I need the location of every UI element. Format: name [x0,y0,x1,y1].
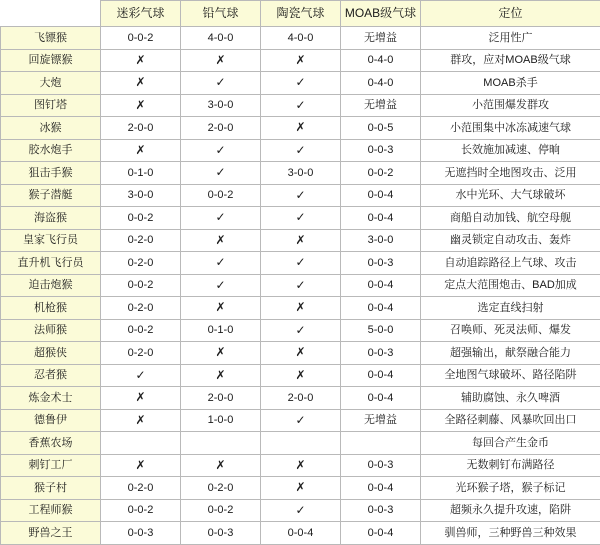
cell-lead [181,49,261,72]
table-row [1,162,600,185]
tower-name-cell: 直升机飞行员 [1,252,101,275]
cross-icon: ✗ [295,233,305,247]
cell-lead: 3-0-0 [181,94,261,117]
cell-ceramic [261,319,341,342]
table-header-row [1,1,600,27]
cell-position: 泛用性广 [421,27,600,50]
cell-ceramic [261,274,341,297]
cell-lead [181,162,261,185]
tower-name-cell: 德鲁伊 [1,409,101,432]
cell-position: 定点大范围炮击、BAD加成 [421,274,600,297]
cross-icon: ✗ [295,300,305,314]
table-row [1,49,600,72]
table-row [1,207,600,230]
cross-icon: ✗ [215,233,225,247]
cell-camo [101,72,181,95]
table-row [1,139,600,162]
cell-moab: 0-0-4 [341,522,421,545]
cell-camo [101,94,181,117]
cell-ceramic [261,139,341,162]
cross-icon: ✗ [135,458,145,472]
cell-lead [181,252,261,275]
column-header-moab: MOAB级气球 [341,1,421,27]
cell-moab: 0-0-5 [341,117,421,140]
cell-lead [181,297,261,320]
cell-camo [101,387,181,410]
cell-position: 群攻，应对MOAB级气球 [421,49,600,72]
cell-camo: 0-2-0 [101,477,181,500]
cell-lead: 0-2-0 [181,477,261,500]
cell-camo: 0-0-2 [101,207,181,230]
cell-camo: 0-2-0 [101,342,181,365]
cell-position: 每回合产生金币 [421,432,600,455]
cell-ceramic [261,229,341,252]
cross-icon: ✗ [215,345,225,359]
cell-ceramic: 4-0-0 [261,27,341,50]
check-icon: ✓ [295,210,305,224]
cell-ceramic: 3-0-0 [261,162,341,185]
tower-name-cell: 飞镖猴 [1,27,101,50]
table-row [1,409,600,432]
tower-name-cell: 胶水炮手 [1,139,101,162]
cell-lead: 0-0-2 [181,499,261,522]
cell-position: 小范围集中冰冻减速气球 [421,117,600,140]
tower-name-cell: 猴子村 [1,477,101,500]
check-icon: ✓ [215,278,225,292]
cell-camo: 0-0-2 [101,319,181,342]
tower-name-cell: 皇家飞行员 [1,229,101,252]
check-icon: ✓ [215,210,225,224]
cell-camo [101,139,181,162]
table-row [1,364,600,387]
cell-moab: 0-0-4 [341,184,421,207]
table-row [1,72,600,95]
cross-icon: ✗ [215,53,225,67]
cell-ceramic [261,117,341,140]
cell-moab: 0-0-3 [341,454,421,477]
check-icon: ✓ [295,188,305,202]
cross-icon: ✗ [215,368,225,382]
cell-moab: 0-4-0 [341,49,421,72]
cross-icon: ✗ [215,300,225,314]
cell-ceramic [261,342,341,365]
table-row [1,297,600,320]
cell-lead [181,364,261,387]
cell-camo [101,409,181,432]
table-row [1,27,600,50]
cell-position: 全地图气球破坏、路径陷阱 [421,364,600,387]
cell-moab: 5-0-0 [341,319,421,342]
table-row [1,477,600,500]
check-icon: ✓ [215,143,225,157]
cell-position: 自动追踪路径上气球、攻击 [421,252,600,275]
cell-ceramic [261,499,341,522]
cross-icon: ✗ [135,143,145,157]
cell-ceramic [261,252,341,275]
cell-moab: 0-0-4 [341,387,421,410]
cell-moab: 无增益 [341,94,421,117]
cross-icon: ✗ [295,368,305,382]
check-icon: ✓ [215,255,225,269]
cell-lead [181,342,261,365]
cell-ceramic [261,432,341,455]
cell-moab: 0-0-4 [341,477,421,500]
cross-icon: ✗ [135,390,145,404]
cell-lead: 0-0-2 [181,184,261,207]
tower-name-cell: 忍者猴 [1,364,101,387]
cell-lead [181,207,261,230]
cell-camo: 0-2-0 [101,229,181,252]
cell-position: 召唤师、死灵法师、爆发 [421,319,600,342]
check-icon: ✓ [295,413,305,427]
cell-position: 辅助腐蚀、永久啤酒 [421,387,600,410]
cell-camo: 0-1-0 [101,162,181,185]
cell-lead [181,72,261,95]
cell-camo [101,454,181,477]
check-icon: ✓ [295,75,305,89]
cell-moab: 0-4-0 [341,72,421,95]
cell-ceramic [261,364,341,387]
cell-position: 超强输出，献祭融合能力 [421,342,600,365]
tower-name-cell: 法师猴 [1,319,101,342]
tower-name-cell: 大炮 [1,72,101,95]
tower-name-cell: 超猴侠 [1,342,101,365]
cell-moab: 无增益 [341,409,421,432]
cell-position: 小范围爆发群攻 [421,94,600,117]
cell-position: 幽灵锁定自动攻击、轰炸 [421,229,600,252]
cell-ceramic [261,409,341,432]
cell-moab [341,432,421,455]
cell-lead [181,139,261,162]
check-icon: ✓ [295,503,305,517]
cell-position: 无遮挡时全地图攻击、泛用 [421,162,600,185]
cell-lead: 2-0-0 [181,387,261,410]
tower-name-cell: 炼金术士 [1,387,101,410]
table-body [1,27,600,545]
cell-moab: 0-0-3 [341,342,421,365]
cell-lead [181,274,261,297]
cell-ceramic [261,477,341,500]
tower-name-cell: 刺钉工厂 [1,454,101,477]
cross-icon: ✗ [215,458,225,472]
cross-icon: ✗ [295,345,305,359]
cell-moab: 0-0-4 [341,207,421,230]
tower-name-cell: 迫击炮猴 [1,274,101,297]
cell-moab: 0-0-4 [341,364,421,387]
cell-lead [181,432,261,455]
cell-lead: 2-0-0 [181,117,261,140]
cell-lead: 1-0-0 [181,409,261,432]
cell-ceramic: 2-0-0 [261,387,341,410]
cell-position: 选定直线扫射 [421,297,600,320]
column-header-ceramic: 陶瓷气球 [261,1,341,27]
column-header-lead: 铅气球 [181,1,261,27]
table-row [1,499,600,522]
cell-camo: 0-0-3 [101,522,181,545]
cell-camo [101,364,181,387]
cell-lead: 0-0-3 [181,522,261,545]
cross-icon: ✗ [295,480,305,494]
cell-camo: 0-2-0 [101,297,181,320]
table-row [1,229,600,252]
table-row [1,432,600,455]
cell-ceramic [261,49,341,72]
check-icon: ✓ [135,368,145,382]
cell-camo: 0-0-2 [101,274,181,297]
cell-position: 超频永久提升攻速，陷阱 [421,499,600,522]
cell-moab: 0-0-3 [341,499,421,522]
cell-moab: 0-0-2 [341,162,421,185]
cell-camo: 0-0-2 [101,27,181,50]
table-corner-cell [1,1,101,27]
column-header-position: 定位 [421,1,600,27]
cross-icon: ✗ [295,120,305,134]
cell-lead: 4-0-0 [181,27,261,50]
cell-position: 全路径刺藤、风暴吹回出口 [421,409,600,432]
check-icon: ✓ [215,165,225,179]
check-icon: ✓ [295,278,305,292]
cell-moab: 0-0-3 [341,252,421,275]
cell-camo: 0-2-0 [101,252,181,275]
cell-position: 光环猴子塔，猴子标记 [421,477,600,500]
cell-position: 驯兽师，三种野兽三种效果 [421,522,600,545]
table-header [1,1,600,27]
table-row [1,522,600,545]
cell-lead: 0-1-0 [181,319,261,342]
tower-name-cell: 猴子潜艇 [1,184,101,207]
tower-name-cell: 图钉塔 [1,94,101,117]
tower-name-cell: 海盗猴 [1,207,101,230]
check-icon: ✓ [295,323,305,337]
tower-name-cell: 野兽之王 [1,522,101,545]
cell-lead [181,229,261,252]
cell-camo: 0-0-2 [101,499,181,522]
check-icon: ✓ [295,98,305,112]
cell-moab: 0-0-4 [341,297,421,320]
cell-camo [101,49,181,72]
cell-position: 商船自动加钱、航空母舰 [421,207,600,230]
cross-icon: ✗ [295,53,305,67]
cell-ceramic [261,454,341,477]
table-row [1,274,600,297]
cell-position: 长效施加减速、停晌 [421,139,600,162]
table-row [1,387,600,410]
cell-moab: 3-0-0 [341,229,421,252]
cell-position: MOAB杀手 [421,72,600,95]
cell-ceramic [261,94,341,117]
cell-camo: 2-0-0 [101,117,181,140]
cell-ceramic [261,184,341,207]
cell-moab: 0-0-4 [341,274,421,297]
tower-name-cell: 冰猴 [1,117,101,140]
tower-name-cell: 回旋镖猴 [1,49,101,72]
table-row [1,117,600,140]
cross-icon: ✗ [295,458,305,472]
tower-name-cell: 工程师猴 [1,499,101,522]
table-row [1,319,600,342]
tower-name-cell: 香蕉农场 [1,432,101,455]
table-row [1,184,600,207]
column-header-camo: 迷彩气球 [101,1,181,27]
tower-name-cell: 狙击手猴 [1,162,101,185]
cell-camo: 3-0-0 [101,184,181,207]
tower-name-cell: 机枪猴 [1,297,101,320]
table-row [1,454,600,477]
table-row [1,342,600,365]
table-row [1,94,600,117]
check-icon: ✓ [295,143,305,157]
cell-moab: 无增益 [341,27,421,50]
cell-position: 水中光环、大气球破坏 [421,184,600,207]
check-icon: ✓ [215,75,225,89]
cross-icon: ✗ [135,75,145,89]
check-icon: ✓ [295,255,305,269]
cross-icon: ✗ [135,53,145,67]
cell-lead [181,454,261,477]
cell-ceramic [261,297,341,320]
cell-ceramic [261,207,341,230]
cell-ceramic [261,72,341,95]
cross-icon: ✗ [135,413,145,427]
table-row [1,252,600,275]
cell-camo [101,432,181,455]
cell-moab: 0-0-3 [341,139,421,162]
cell-position: 无数刺钉布满路径 [421,454,600,477]
cross-icon: ✗ [135,98,145,112]
cell-ceramic: 0-0-4 [261,522,341,545]
